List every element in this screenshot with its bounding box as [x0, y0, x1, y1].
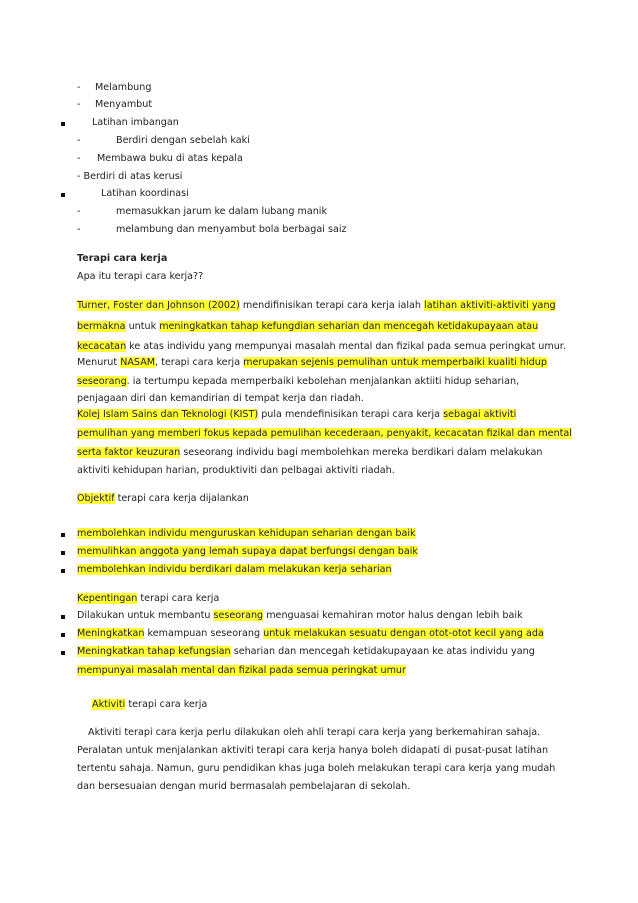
square-bullet-icon	[61, 122, 65, 126]
paragraph-line	[77, 408, 516, 422]
paragraph-line	[77, 340, 566, 354]
list-item: Menyambut	[95, 99, 153, 110]
text: Dilakukan untuk membantu	[77, 610, 214, 621]
highlight: Kolej Islam Sains dan Teknologi (KIST)	[77, 409, 259, 420]
highlight: Turner, Foster dan Johnson (2002)	[77, 300, 240, 311]
list-dash: -	[77, 153, 81, 164]
highlight: pemulihan yang memberi fokus kepada pemulihan kecederaan, penyakit, kecacatan fizikal dan mental	[77, 428, 572, 439]
highlight: serta faktor keuzuran	[77, 447, 181, 458]
square-bullet-icon	[61, 193, 65, 197]
section-title: Terapi cara kerja	[77, 253, 168, 264]
kepentingan-heading	[77, 592, 219, 606]
list-dash: -	[77, 82, 81, 93]
highlight: seseorang	[77, 376, 127, 387]
highlight: meningkatkan tahap kefungdian seharian dan mencegah ketidakupayaan atau	[159, 321, 539, 332]
paragraph-line	[77, 356, 547, 370]
bullet-item	[77, 645, 535, 659]
square-bullet-icon	[61, 633, 65, 637]
square-bullet-icon	[61, 569, 65, 573]
bullet-item	[77, 545, 418, 559]
bullet-item	[77, 563, 392, 577]
paragraph-line: Peralatan untuk menjalankan aktiviti terapi cara kerja hanya boleh didapati di pusat-pusat latihan	[77, 745, 549, 756]
text: kemampuan seseorang	[144, 628, 264, 639]
text: terapi cara kerja dijalankan	[114, 493, 249, 504]
bullet-item	[77, 609, 523, 623]
square-bullet-icon	[61, 533, 65, 537]
paragraph-line: tertentu sahaja. Namun, guru pendidikan khas juga boleh melakukan terapi cara kerja yang mudah	[77, 763, 556, 774]
square-bullet-icon	[61, 551, 65, 555]
text: terapi cara kerja	[137, 593, 220, 604]
text: pula mendefinisikan terapi cara kerja	[258, 409, 444, 420]
highlight: latihan aktiviti-aktiviti yang	[424, 300, 556, 311]
bullet-item	[77, 627, 544, 641]
highlight: Meningkatkan tahap kefungsian	[77, 646, 231, 657]
list-item: memasukkan jarum ke dalam lubang manik	[116, 206, 328, 217]
text: untuk	[125, 321, 160, 332]
text: . ia tertumpu kepada memperbaiki kebolehan menjalankan aktiiti hidup seharian,	[126, 376, 520, 387]
highlight: Meningkatkan	[77, 628, 145, 639]
highlight: bermakna	[77, 321, 126, 332]
paragraph-line	[77, 299, 556, 313]
text: menguasai kemahiran motor halus dengan lebih baik	[263, 610, 523, 621]
text: Menurut	[77, 357, 121, 368]
highlight: merupakan sejenis pemulihan untuk memperbaiki kualiti hidup	[243, 357, 547, 368]
list-heading: Latihan koordinasi	[101, 188, 189, 199]
list-dash: -	[77, 135, 81, 146]
paragraph-line	[77, 427, 572, 441]
highlight: NASAM	[120, 357, 156, 368]
text: terapi cara kerja	[125, 699, 208, 710]
objektif-heading	[77, 492, 249, 506]
highlight: kecacatan	[77, 341, 127, 352]
highlight: seseorang	[213, 610, 264, 621]
highlight: untuk melakukan sesuatu dengan otot-otot kecil yang ada	[263, 628, 544, 639]
highlight: Aktiviti	[92, 699, 126, 710]
paragraph-line	[77, 320, 538, 334]
paragraph-line	[77, 446, 542, 460]
list-dash: -	[77, 224, 81, 235]
paragraph-line	[77, 375, 519, 389]
text: seseorang individu bagi membolehkan mereka berdikari dalam melakukan	[180, 447, 543, 458]
text: seharian dan mencegah ketidakupayaan ke atas individu yang	[230, 646, 535, 657]
section-question: Apa itu terapi cara kerja??	[77, 271, 204, 282]
highlight: membolehkan individu menguruskan kehidupan seharian dengan baik	[77, 528, 416, 539]
bullet-item	[77, 527, 416, 541]
list-item: - Berdiri di atas kerusi	[77, 171, 183, 182]
paragraph-line: penjagaan diri dan kemandirian di tempat kerja dan riadah.	[77, 393, 364, 404]
highlight: membolehkan individu berdikari dalam melakukan kerja seharian	[77, 564, 392, 575]
list-heading: Latihan imbangan	[92, 117, 179, 128]
list-item: Berdiri dengan sebelah kaki	[116, 135, 250, 146]
highlight: memulihkan anggota yang lemah supaya dapat berfungsi dengan baik	[77, 546, 418, 557]
paragraph-line: Aktiviti terapi cara kerja perlu dilakukan oleh ahli terapi cara kerja yang berkemahiran sahaja.	[88, 727, 541, 738]
text: , terapi cara kerja	[155, 357, 244, 368]
square-bullet-icon	[61, 615, 65, 619]
bullet-item-continued	[77, 664, 406, 678]
highlight: mempunyai masalah mental dan fizikal pada semua peringkat umur	[77, 665, 406, 676]
list-item: melambung dan menyambut bola berbagai saiz	[116, 224, 347, 235]
list-dash: -	[77, 206, 81, 217]
list-item: Melambung	[95, 82, 152, 93]
text: mendifinisikan terapi cara kerja ialah	[239, 300, 425, 311]
aktiviti-heading	[92, 698, 207, 712]
paragraph-line: aktiviti kehidupan harian, produktiviti dan pelbagai aktiviti riadah.	[77, 465, 395, 476]
list-item: Membawa buku di atas kepala	[97, 153, 243, 164]
text: ke atas individu yang mempunyai masalah mental dan fizikal pada semua peringkat umur.	[126, 341, 566, 352]
paragraph-line: dan bersesuaian dengan murid bermasalah pembelajaran di sekolah.	[77, 781, 411, 792]
highlight: Objektif	[77, 493, 115, 504]
list-dash: -	[77, 99, 81, 110]
square-bullet-icon	[61, 651, 65, 655]
highlight: sebagai aktiviti	[443, 409, 517, 420]
highlight: Kepentingan	[77, 593, 138, 604]
